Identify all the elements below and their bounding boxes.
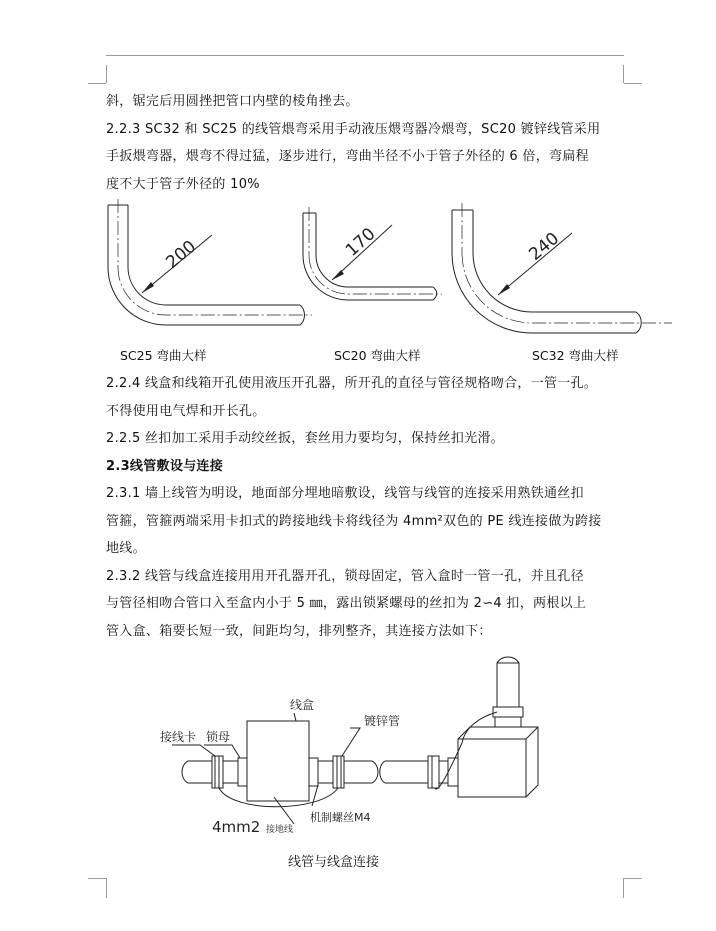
body-text-middle [106,370,626,645]
label-galv-pipe: 镀锌管 [364,714,401,728]
caption-box-connection: 线管与线盒连接 [288,855,380,870]
label-box: 线盒 [290,698,315,712]
header-rule [106,55,624,56]
box-connection-diagram [0,645,716,845]
text-line: 管入盒、箱要长短一致，间距均匀，排列整齐，其连接方法如下： [106,623,492,639]
crop-mark [106,65,107,83]
crop-mark [88,878,106,879]
caption-sc20: SC20 弯曲大样 [334,348,421,363]
label-locknut: 锁母 [206,730,231,744]
radius-label-200: 200 [162,236,201,273]
crop-mark [88,83,106,84]
text-line: 斜，锯完后用圆挫把管口内壁的棱角挫去。 [106,94,359,109]
text-line: 2.3.2 线管与线盒连接用用开孔器开孔，锁母固定，管入盒时一管一孔，并且孔径 [106,568,584,584]
text-line: 2.3.1 墙上线管为明设，地面部分埋地暗敷设，线管与线管的连接采用熟铁通丝扣 [106,486,584,501]
text-line: 不得使用电气焊和开长孔。 [106,403,266,419]
crop-mark [106,878,107,898]
junction-box-side [458,739,526,797]
text-line: 管箍，管箍两端采用卡扣式的跨接地线卡将线径为 4mm²双色的 PE 线连接做为跨接 [106,513,602,529]
pipe-sc25 [128,205,300,305]
text-line: 地线。 [106,541,146,556]
junction-box [247,721,309,801]
label-screw: 机制螺丝M4 [310,811,371,824]
vertical-pipe [497,663,519,707]
crop-mark [624,83,642,84]
radius-label-240: 240 [525,228,564,265]
text-line: 2.2.3 SC32 和 SC25 的线管煨弯采用手动液压煨弯器冷煨弯，SC20 镀锌线管采用 [106,121,601,137]
crop-mark [623,878,624,898]
text-line: 与管径相吻合管口入至盒内小于 5 ㎜，露出锁紧螺母的丝扣为 2∽4 扣，两根以上 [106,596,587,611]
label-wire-size: 4mm2 [212,818,261,836]
bend-diagram [0,195,716,345]
body-text-top [106,88,626,198]
text-line: 2.2.5 丝扣加工采用手动绞丝扳，套丝用力要均匀，保持丝扣光滑。 [106,431,505,446]
crop-mark [624,878,642,879]
section-heading: 2.3线管敷设与连接 [106,458,224,474]
text-line: 度不大于管子外径的 10% [106,176,260,192]
radius-label-170: 170 [341,224,380,261]
text-line: 2.2.4 线盒和线箱开孔使用液压开孔器，所开孔的直径与管径规格吻合，一管一孔。 [106,376,598,391]
pipe-sc32 [452,210,636,333]
text-line: 手扳煨弯器，煨弯不得过猛，逐步进行，弯曲半径不小于管子外径的 6 倍，弯扁程 [106,149,589,164]
caption-sc25: SC25 弯曲大样 [120,348,207,363]
pipe-sc25 [108,205,300,325]
caption-sc32: SC32 弯曲大样 [532,348,619,363]
label-ground-wire: 接地线 [266,825,294,835]
crop-mark [623,65,624,83]
label-clip: 接线卡 [160,730,197,744]
